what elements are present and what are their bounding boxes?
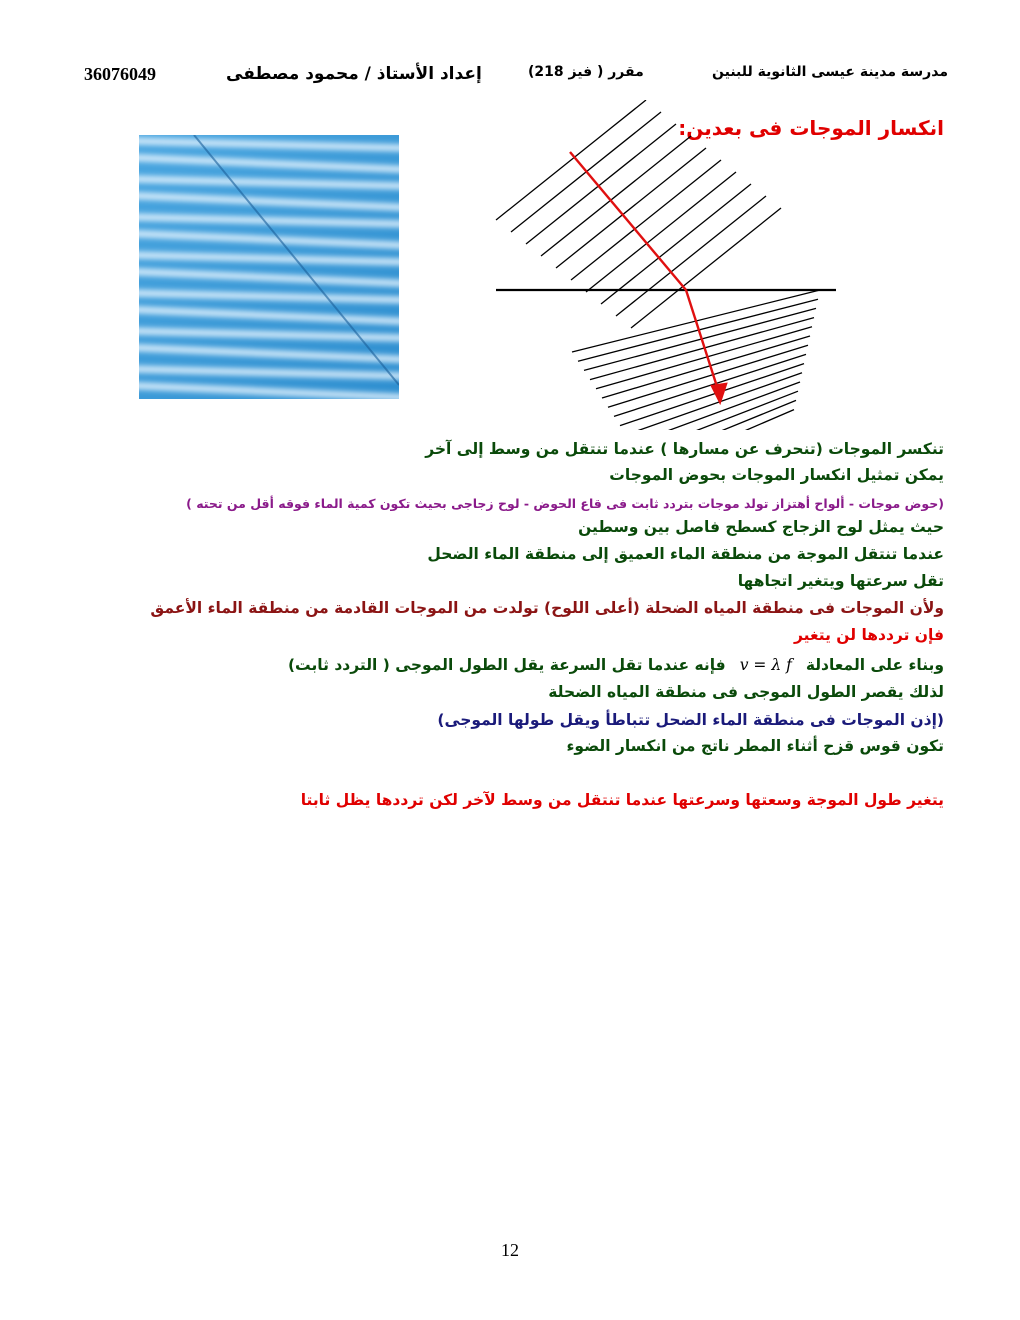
text-line-9 xyxy=(288,656,944,674)
section-title: انكسار الموجات فى بعدين: xyxy=(678,116,944,140)
text-line-3: (حوض موجات - ألواح أهتزاز تولد موجات بتردد ثابت فى قاع الحوض - لوح زجاجى بحيث تكون كمية الماء فوقه أقل من تحته ) xyxy=(186,496,944,511)
summary-line: يتغير طول الموجة وسعتها وسرعتها عندما تنتقل من وسط لآخر لكن ترددها يظل ثابتا xyxy=(300,791,944,809)
text-line-11: (إذن الموجات فى منطقة الماء الضحل تتباطأ ويقل طولها الموجى) xyxy=(437,711,944,729)
wavefront-line xyxy=(526,124,676,244)
text-line-6: تقل سرعتها ويتغير اتجاهها xyxy=(737,572,944,590)
wavefront-line xyxy=(541,136,691,256)
wavefront-line xyxy=(496,100,646,220)
page-number: 12 xyxy=(501,1240,519,1260)
course-code: مقرر ( فيز 218) xyxy=(528,64,644,80)
text-line-7: ولأن الموجات فى منطقة المياه الضحلة (أعلى اللوح) تولدت من الموجات القادمة من منطقة الماء الأعمق xyxy=(150,599,944,617)
equation-intro: وبناء على المعادلة xyxy=(805,656,944,674)
wavefront-line xyxy=(596,327,812,389)
refracted-wavefronts xyxy=(572,290,820,430)
text-line-12: تكون قوس قزح أثناء المطر ناتج من انكسار الضوء xyxy=(566,737,944,755)
wavefront-line xyxy=(590,318,814,380)
wavefront-line xyxy=(616,196,766,316)
wavefront-line xyxy=(650,410,794,430)
text-line-4: حيث يمثل لوح الزجاج كسطح فاصل بين وسطين xyxy=(578,518,944,536)
text-line-10: لذلك يقصر الطول الموجى فى منطقة المياه الضحلة xyxy=(548,683,944,701)
wave-equation: v = λ f xyxy=(739,656,792,674)
equation-conclusion: فإنه عندما تقل السرعة يقل الطول الموجى ( التردد ثابت) xyxy=(287,656,726,674)
phone-number: 36076049 xyxy=(84,64,156,84)
refraction-diagram xyxy=(490,100,850,430)
wavefront-line xyxy=(571,160,721,280)
wavefront-line xyxy=(584,308,816,370)
wavefront-line xyxy=(586,172,736,292)
text-line-2: يمكن تمثيل انكسار الموجات بحوض الموجات xyxy=(609,466,944,484)
text-line-1: تنكسر الموجات (تنحرف عن مسارها ) عندما تنتقل من وسط إلى آخر xyxy=(425,440,944,458)
wavefront-line xyxy=(626,373,802,430)
wavefront-line xyxy=(601,184,751,304)
ripple-tank-photo xyxy=(139,135,399,399)
text-line-8: فإن ترددها لن يتغير xyxy=(794,626,944,644)
wavefront-line xyxy=(631,208,781,328)
wavefront-line xyxy=(556,148,706,268)
school-name: مدرسة مدينة عيسى الثانوية للبنين xyxy=(712,64,948,80)
incident-wavefronts xyxy=(496,100,781,328)
author-name: إعداد الأستاذ / محمود مصطفى xyxy=(226,64,482,84)
text-line-5: عندما تنتقل الموجة من منطقة الماء العميق إلى منطقة الماء الضحل xyxy=(427,545,944,563)
wavefront-line xyxy=(644,400,796,430)
